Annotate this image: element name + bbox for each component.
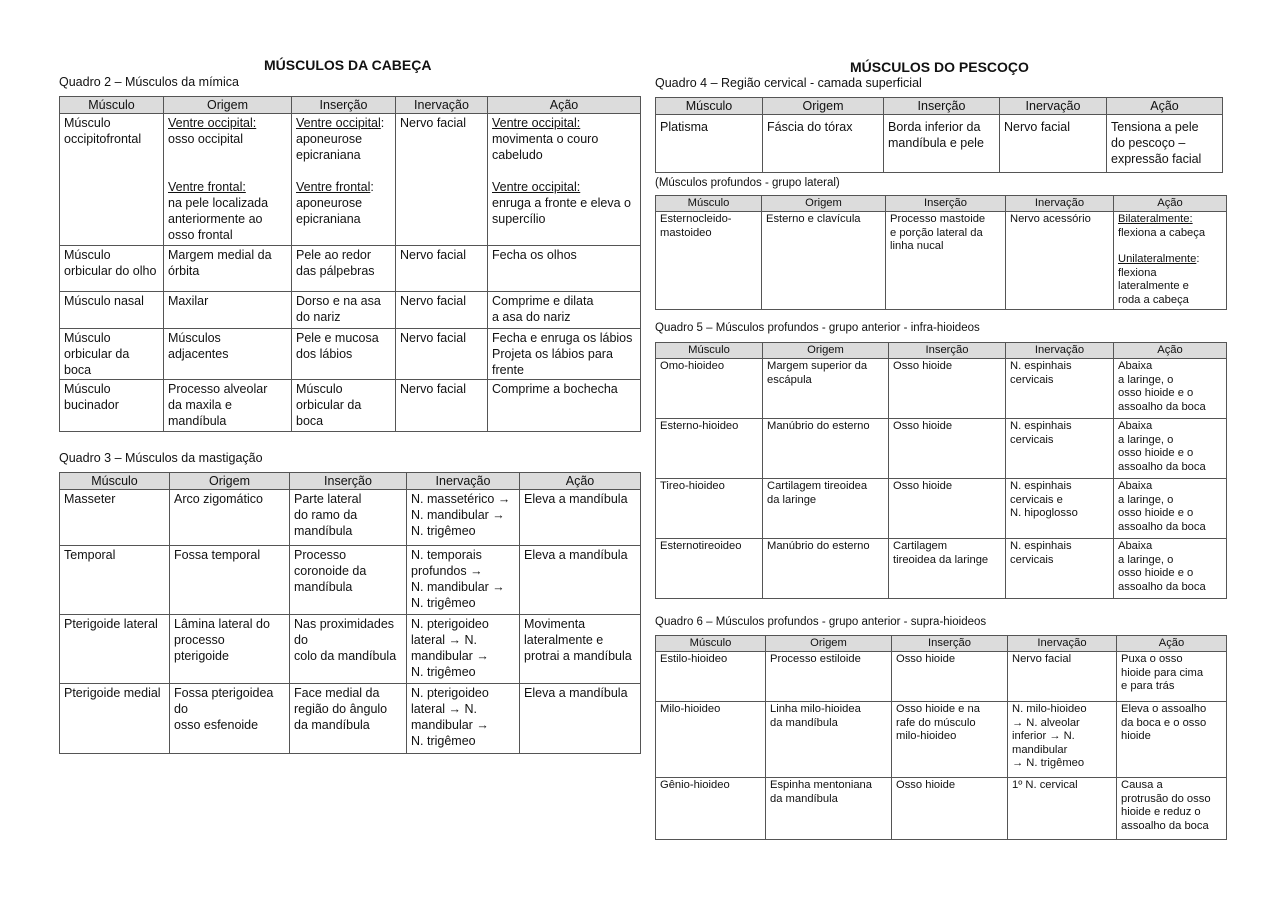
cell-musculo: Omo-hioideo — [656, 359, 763, 419]
column-header: Inserção — [290, 473, 407, 490]
cell-insercao: Osso hioide — [889, 359, 1006, 419]
cell-acao: Movimenta lateralmente e protrai a mandíbula — [520, 615, 641, 684]
table-row — [656, 419, 1227, 479]
cell-insercao: Osso hioide — [892, 778, 1008, 840]
cell-insercao: Osso hioide — [889, 419, 1006, 479]
column-header: Ação — [1117, 636, 1227, 652]
cell-musculo: Músculo orbicular da boca — [60, 329, 164, 380]
quadro-3-caption: Quadro 3 – Músculos da mastigação — [59, 451, 263, 465]
cell-insercao: Osso hioide e na rafe do músculo milo-hioideo — [892, 702, 1008, 778]
column-header: Origem — [170, 473, 290, 490]
table-header-row — [60, 97, 641, 114]
cell-insercao: Osso hioide — [892, 652, 1008, 702]
cell-musculo: Gênio-hioideo — [656, 778, 766, 840]
column-header: Músculo — [656, 636, 766, 652]
quadro-4-caption: Quadro 4 – Região cervical - camada superficial — [655, 76, 922, 90]
cell-insercao: Dorso e na asa do nariz — [292, 292, 396, 329]
column-header: Origem — [763, 343, 889, 359]
cell-inervacao: Nervo acessório — [1006, 212, 1114, 310]
cell-insercao: Processo mastoide e porção lateral da linha nucal — [886, 212, 1006, 310]
cell-musculo: Músculo bucinador — [60, 380, 164, 432]
column-header: Ação — [488, 97, 641, 114]
sub-label: Ventre occipital: — [492, 180, 581, 194]
table-header-row — [656, 98, 1223, 115]
sub-label: Ventre frontal: — [168, 180, 246, 194]
quadro-4-table — [655, 97, 1223, 173]
quadro-4b-table — [655, 195, 1227, 310]
column-header: Músculo — [60, 97, 164, 114]
cell-acao: Tensiona a pele do pescoço – expressão facial — [1107, 115, 1223, 173]
cell-insercao: Face medial da região do ângulo da mandíbula — [290, 684, 407, 754]
cell-inervacao: N. espinhais cervicais — [1006, 419, 1114, 479]
cell-inervacao: N. pterigoideo lateral → N. mandibular → N. trigêmeo — [407, 684, 520, 754]
quadro-2-caption: Quadro 2 – Músculos da mímica — [59, 75, 239, 89]
cell-insercao: Borda inferior da mandíbula e pele — [884, 115, 1000, 173]
quadro-3-table — [59, 472, 641, 754]
table-row — [60, 380, 641, 432]
cell-musculo: Músculo nasal — [60, 292, 164, 329]
table-row — [60, 292, 641, 329]
column-header: Músculo — [656, 196, 762, 212]
cell-musculo: Esternotireoideo — [656, 539, 763, 599]
sub-label: Ventre occipital: — [168, 116, 257, 130]
column-header: Inervação — [1000, 98, 1107, 115]
cell-acao: Bilateralmente: flexiona a cabeça Unilateralmente: flexiona lateralmente e roda a cabeça — [1114, 212, 1227, 310]
quadro-5-caption: Quadro 5 – Músculos profundos - grupo anterior - infra-hioideos — [655, 322, 980, 334]
cell-origem: Cartilagem tireoidea da laringe — [763, 479, 889, 539]
table-row — [60, 615, 641, 684]
table-row — [656, 479, 1227, 539]
cell-musculo: Pterigoide medial — [60, 684, 170, 754]
cell-origem: Fossa temporal — [170, 546, 290, 615]
cell-musculo: Músculo occipitofrontal — [60, 114, 164, 246]
cell-acao: Fecha os olhos — [488, 246, 641, 292]
cell-origem: Maxilar — [164, 292, 292, 329]
cell-musculo: Tireo-hioideo — [656, 479, 763, 539]
table-row — [60, 684, 641, 754]
cell-musculo: Pterigoide lateral — [60, 615, 170, 684]
column-header: Inervação — [1006, 343, 1114, 359]
cell-inervacao: 1º N. cervical — [1008, 778, 1117, 840]
table-row — [656, 539, 1227, 599]
cell-origem: Fáscia do tórax — [763, 115, 884, 173]
table-header-row — [656, 343, 1227, 359]
cell-inervacao: N. massetérico → N. mandibular → N. trigêmeo — [407, 490, 520, 546]
column-header: Ação — [520, 473, 641, 490]
column-header: Inervação — [1006, 196, 1114, 212]
table-row — [60, 329, 641, 380]
cell-musculo: Esternocleido- mastoideo — [656, 212, 762, 310]
cell-insercao: Cartilagem tireoidea da laringe — [889, 539, 1006, 599]
table-row — [60, 490, 641, 546]
quadro-2-table — [59, 96, 641, 432]
table-row — [60, 114, 641, 246]
table-row — [656, 652, 1227, 702]
cell-acao: Eleva o assoalho da boca e o osso hioide — [1117, 702, 1227, 778]
cell-inervacao: Nervo facial — [1000, 115, 1107, 173]
cell-origem: Linha milo-hioidea da mandíbula — [766, 702, 892, 778]
cell-origem: Ventre occipital: osso occipital Ventre frontal: na pele localizada anteriormente ao osso frontal — [164, 114, 292, 246]
cell-inervacao: N. pterigoideo lateral → N. mandibular → N. trigêmeo — [407, 615, 520, 684]
cell-acao: Causa a protrusão do osso hioide e reduz o assoalho da boca — [1117, 778, 1227, 840]
cell-insercao: Pele e mucosa dos lábios — [292, 329, 396, 380]
cell-origem: Músculos adjacentes — [164, 329, 292, 380]
sub-label: Ventre frontal — [296, 180, 371, 194]
cell-insercao: Osso hioide — [889, 479, 1006, 539]
cell-acao: Abaixa a laringe, o osso hioide e o assoalho da boca — [1114, 419, 1227, 479]
cell-origem: Margem medial da órbita — [164, 246, 292, 292]
cell-musculo: Esterno-hioideo — [656, 419, 763, 479]
column-header: Inervação — [1008, 636, 1117, 652]
cell-acao: Abaixa a laringe, o osso hioide e o assoalho da boca — [1114, 539, 1227, 599]
cell-origem: Margem superior da escápula — [763, 359, 889, 419]
column-header: Origem — [762, 196, 886, 212]
cell-inervacao: N. temporais profundos → N. mandibular → N. trigêmeo — [407, 546, 520, 615]
table-row — [656, 702, 1227, 778]
sub-label: Bilateralmente: — [1118, 213, 1193, 225]
cell-musculo: Platisma — [656, 115, 763, 173]
cell-origem: Fossa pterigoidea do osso esfenoide — [170, 684, 290, 754]
cell-acao: Ventre occipital: movimenta o couro cabeludo Ventre occipital: enruga a fronte e eleva o supercílio — [488, 114, 641, 246]
column-header: Inserção — [886, 196, 1006, 212]
column-header: Inervação — [396, 97, 488, 114]
quadro-4b-caption: (Músculos profundos - grupo lateral) — [655, 177, 840, 189]
cell-inervacao: N. espinhais cervicais e N. hipoglosso — [1006, 479, 1114, 539]
cell-acao: Abaixa a laringe, o osso hioide e o assoalho da boca — [1114, 479, 1227, 539]
cell-acao: Puxa o osso hioide para cima e para trás — [1117, 652, 1227, 702]
table-row — [656, 778, 1227, 840]
cell-insercao: Pele ao redor das pálpebras — [292, 246, 396, 292]
table-header-row — [656, 636, 1227, 652]
cell-origem: Processo alveolar da maxila e mandíbula — [164, 380, 292, 432]
cell-insercao: Ventre occipital: aponeurose epicraniana Ventre frontal: aponeurose epicraniana — [292, 114, 396, 246]
column-header: Origem — [164, 97, 292, 114]
table-row — [656, 359, 1227, 419]
cell-inervacao: Nervo facial — [396, 246, 488, 292]
cell-origem: Esterno e clavícula — [762, 212, 886, 310]
cell-origem: Processo estiloide — [766, 652, 892, 702]
table-row — [60, 546, 641, 615]
cell-origem: Espinha mentoniana da mandíbula — [766, 778, 892, 840]
sub-label: Unilateralmente — [1118, 253, 1197, 265]
cell-inervacao: N. milo-hioideo → N. alveolar inferior → N. mandibular → N. trigêmeo — [1008, 702, 1117, 778]
cell-origem: Arco zigomático — [170, 490, 290, 546]
cell-acao: Fecha e enruga os lábios Projeta os lábios para frente — [488, 329, 641, 380]
cell-acao: Comprime e dilata a asa do nariz — [488, 292, 641, 329]
column-header: Músculo — [656, 343, 763, 359]
column-header: Músculo — [656, 98, 763, 115]
column-header: Inserção — [889, 343, 1006, 359]
column-header: Músculo — [60, 473, 170, 490]
cell-inervacao: N. espinhais cervicais — [1006, 539, 1114, 599]
cell-inervacao: Nervo facial — [1008, 652, 1117, 702]
quadro-6-table — [655, 635, 1227, 840]
cell-inervacao: Nervo facial — [396, 292, 488, 329]
cell-musculo: Masseter — [60, 490, 170, 546]
cell-inervacao: Nervo facial — [396, 329, 488, 380]
cell-musculo: Temporal — [60, 546, 170, 615]
page-title-head: MÚSCULOS DA CABEÇA — [264, 57, 432, 73]
cell-insercao: Parte lateral do ramo da mandíbula — [290, 490, 407, 546]
table-header-row — [60, 473, 641, 490]
table-row — [60, 246, 641, 292]
cell-insercao: Músculo orbicular da boca — [292, 380, 396, 432]
cell-inervacao: N. espinhais cervicais — [1006, 359, 1114, 419]
table-row — [656, 115, 1223, 173]
sub-label: Ventre occipital: — [492, 116, 581, 130]
column-header: Inserção — [892, 636, 1008, 652]
sub-label: Ventre occipital — [296, 116, 381, 130]
cell-origem: Lâmina lateral do processo pterigoide — [170, 615, 290, 684]
cell-origem: Manúbrio do esterno — [763, 539, 889, 599]
column-header: Inserção — [884, 98, 1000, 115]
column-header: Ação — [1107, 98, 1223, 115]
cell-acao: Eleva a mandíbula — [520, 546, 641, 615]
column-header: Inervação — [407, 473, 520, 490]
cell-origem: Manúbrio do esterno — [763, 419, 889, 479]
column-header: Origem — [766, 636, 892, 652]
cell-acao: Comprime a bochecha — [488, 380, 641, 432]
cell-inervacao: Nervo facial — [396, 114, 488, 246]
column-header: Inserção — [292, 97, 396, 114]
cell-acao: Eleva a mandíbula — [520, 684, 641, 754]
table-row — [656, 212, 1227, 310]
quadro-6-caption: Quadro 6 – Músculos profundos - grupo anterior - supra-hioideos — [655, 616, 987, 628]
cell-acao: Eleva a mandíbula — [520, 490, 641, 546]
column-header: Ação — [1114, 343, 1227, 359]
cell-musculo: Estilo-hioideo — [656, 652, 766, 702]
cell-acao: Abaixa a laringe, o osso hioide e o assoalho da boca — [1114, 359, 1227, 419]
table-header-row — [656, 196, 1227, 212]
cell-musculo: Músculo orbicular do olho — [60, 246, 164, 292]
quadro-5-table — [655, 342, 1227, 599]
column-header: Ação — [1114, 196, 1227, 212]
cell-insercao: Processo coronoide da mandíbula — [290, 546, 407, 615]
cell-musculo: Milo-hioideo — [656, 702, 766, 778]
cell-insercao: Nas proximidades do colo da mandíbula — [290, 615, 407, 684]
column-header: Origem — [763, 98, 884, 115]
page-title-neck: MÚSCULOS DO PESCOÇO — [850, 59, 1029, 75]
cell-inervacao: Nervo facial — [396, 380, 488, 432]
